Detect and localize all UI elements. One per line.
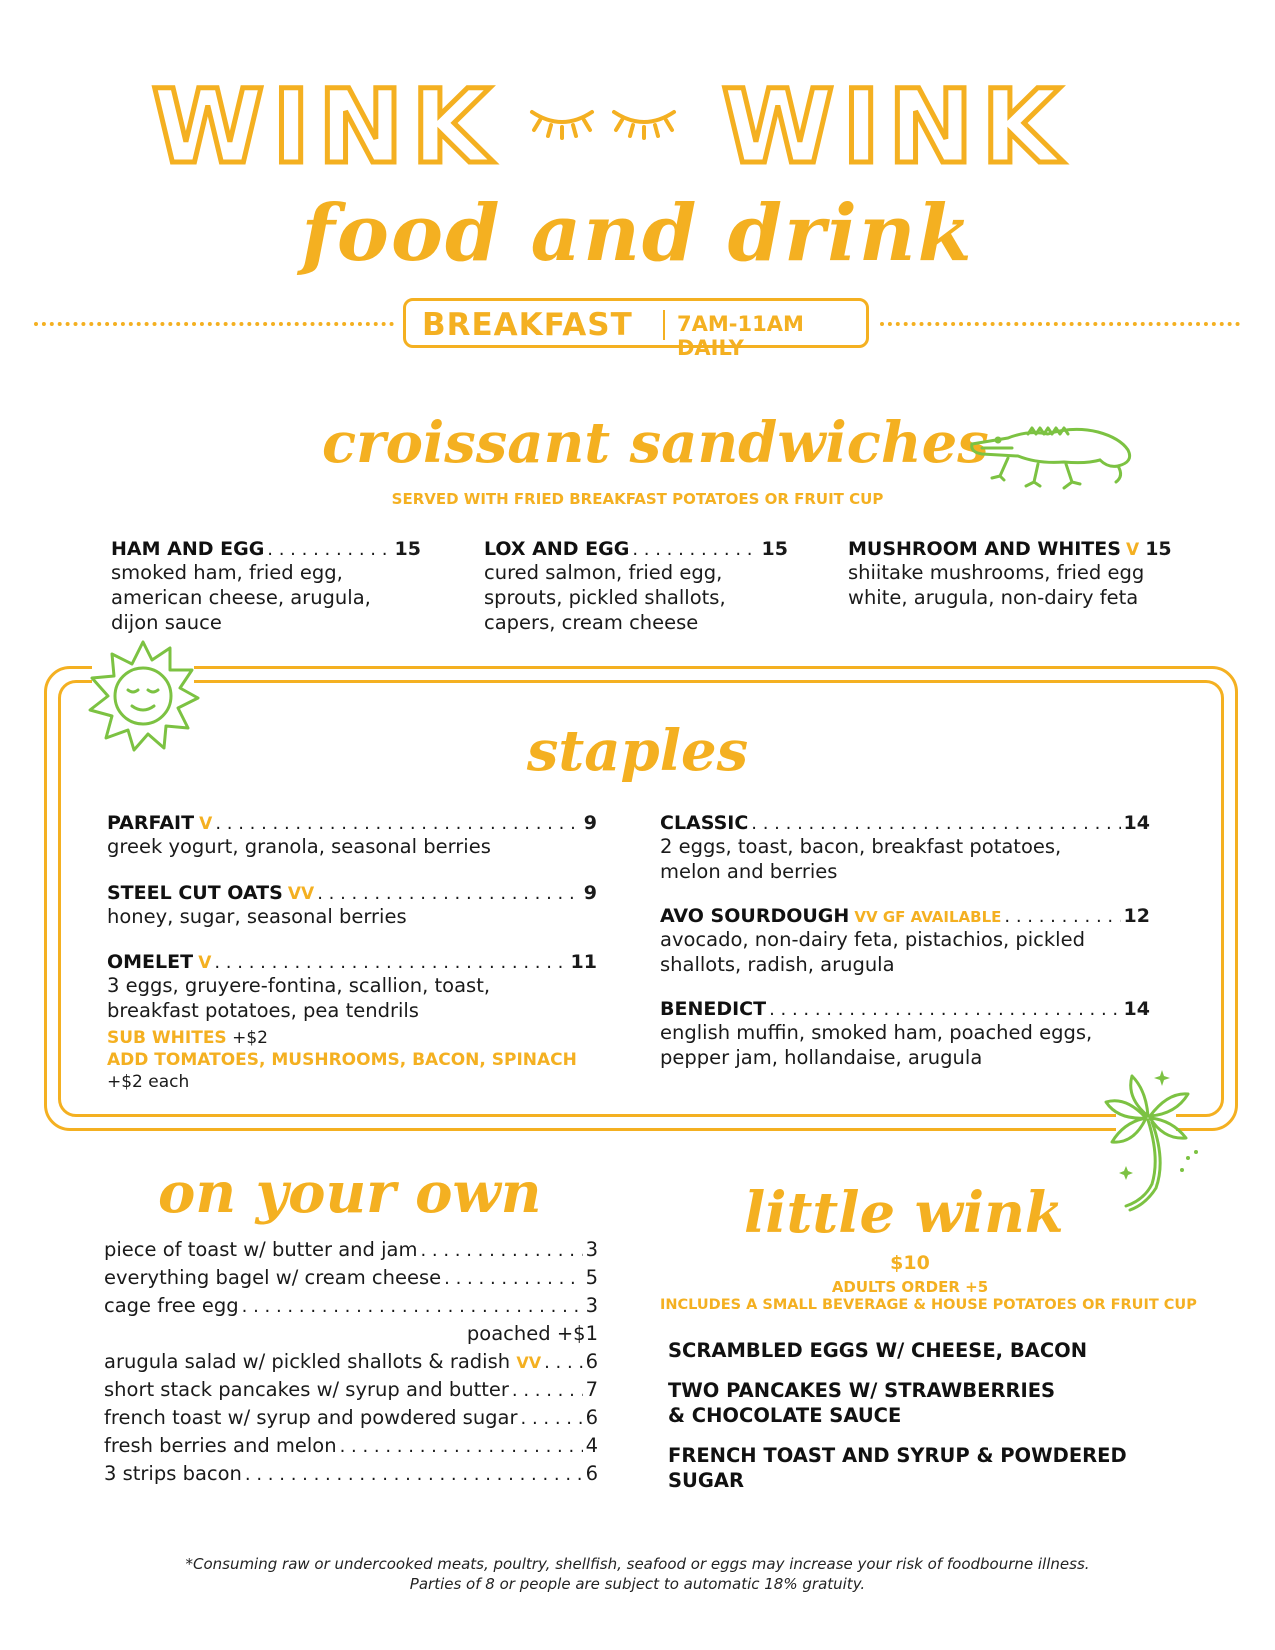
logo-word-left: WINK — [151, 70, 499, 180]
dietary-tag: VV — [516, 1353, 542, 1372]
leader-dots — [512, 1380, 583, 1401]
list-item — [104, 1434, 598, 1462]
croissant-title: croissant sandwiches — [322, 410, 989, 476]
list-item — [104, 1378, 598, 1406]
item-name: HAM AND EGG — [111, 538, 265, 560]
item-name: piece of toast w/ butter and jam — [104, 1238, 418, 1261]
logo — [0, 70, 1275, 180]
item-price: 7 — [585, 1378, 598, 1401]
item-name: fresh berries and melon — [104, 1434, 337, 1457]
item-price: 14 — [1123, 998, 1150, 1020]
croissant-item — [848, 538, 1172, 610]
on-your-own-title: on your own — [158, 1160, 542, 1226]
item-name: 3 strips bacon — [104, 1462, 242, 1485]
leader-dots — [420, 1240, 582, 1261]
item-price: 3 — [585, 1294, 598, 1317]
egg-note: poached +$1 — [466, 1322, 598, 1345]
leader-dots — [632, 539, 758, 560]
item-price: 3 — [585, 1238, 598, 1261]
dietary-tag: VV GF AVAILABLE — [854, 908, 1002, 926]
leader-dots — [215, 813, 580, 834]
leader-dots — [245, 1464, 583, 1485]
item-name: CLASSIC — [660, 812, 749, 834]
kids-item: SCRAMBLED EGGS W/ CHEESE, BACON — [668, 1339, 1088, 1362]
item-price: 14 — [1123, 812, 1150, 834]
staples-item — [107, 882, 597, 929]
dietary-tag: V — [1126, 540, 1140, 560]
divider-right — [880, 322, 1240, 326]
on-your-own-list — [104, 1238, 598, 1490]
item-desc: greek yogurt, granola, seasonal berries — [107, 835, 491, 858]
item-price: 9 — [583, 882, 597, 904]
item-desc: cured salmon, fried egg, sprouts, pickled shallots, capers, cream cheese — [484, 561, 726, 634]
item-name: french toast w/ syrup and powdered sugar — [104, 1406, 518, 1429]
leader-dots — [1004, 906, 1120, 927]
item-name: arugula salad w/ pickled shallots & radish — [104, 1350, 511, 1373]
alligator-icon — [968, 420, 1138, 498]
item-name: AVO SOURDOUGH — [660, 905, 850, 927]
leader-dots — [317, 883, 581, 904]
leader-dots — [340, 1436, 583, 1457]
item-price: 15 — [1145, 538, 1172, 560]
item-name: short stack pancakes w/ syrup and butter — [104, 1378, 509, 1401]
addon-price: +$2 each — [107, 1072, 190, 1092]
item-price: 12 — [1123, 905, 1150, 927]
list-item — [104, 1462, 598, 1490]
staples-item — [107, 951, 597, 1093]
leader-dots — [214, 952, 567, 973]
item-price: 15 — [394, 538, 421, 560]
item-price: 15 — [761, 538, 788, 560]
list-item — [104, 1294, 598, 1322]
item-desc: english muffin, smoked ham, poached eggs, pepper jam, hollandaise, arugula — [660, 1021, 1093, 1069]
item-price: 9 — [583, 812, 597, 834]
addon-line — [107, 1027, 597, 1049]
item-name: BENEDICT — [660, 998, 767, 1020]
staples-title: staples — [526, 718, 749, 784]
list-item — [104, 1238, 598, 1266]
addon-line — [107, 1049, 597, 1093]
leader-dots — [751, 813, 1120, 834]
staples-item — [660, 812, 1150, 884]
leader-dots — [444, 1268, 582, 1289]
item-price: 6 — [585, 1462, 598, 1485]
pill-divider — [663, 310, 665, 340]
item-desc: avocado, non-dairy feta, pistachios, pickled shallots, radish, arugula — [660, 928, 1085, 976]
meal-badge — [403, 298, 869, 360]
addon-price: +$2 — [232, 1028, 268, 1048]
leader-dots — [521, 1408, 583, 1429]
item-desc: 2 eggs, toast, bacon, breakfast potatoes, melon and berries — [660, 835, 1062, 883]
dietary-tag: V — [199, 814, 213, 834]
item-desc: honey, sugar, seasonal berries — [107, 905, 407, 928]
staples-item — [660, 998, 1150, 1070]
croissant-item — [111, 538, 421, 635]
croissant-item — [484, 538, 788, 635]
kids-item: FRENCH TOAST AND SYRUP & POWDERED SUGAR — [668, 1444, 1127, 1492]
leader-dots — [544, 1352, 582, 1373]
list-item — [104, 1266, 598, 1294]
item-name: cage free egg — [104, 1294, 239, 1317]
addon-label: SUB WHITES — [107, 1028, 227, 1048]
allergy-disclaimer: *Consuming raw or undercooked meats, poultry, shellfish, seafood or eggs may increase your risk of foodbourne illness. — [185, 1555, 1090, 1573]
kids-item: TWO PANCAKES W/ STRAWBERRIES & CHOCOLATE SAUCE — [668, 1379, 1056, 1427]
tagline: food and drink — [301, 188, 974, 279]
closed-eye-icon — [532, 112, 592, 138]
item-name: LOX AND EGG — [484, 538, 630, 560]
little-wink-title: little wink — [744, 1180, 1064, 1246]
palm-tree-icon — [1096, 1062, 1206, 1212]
list-item — [104, 1406, 598, 1434]
item-name: OMELET — [107, 951, 194, 973]
croissant-subtitle: SERVED WITH FRIED BREAKFAST POTATOES OR FRUIT CUP — [391, 490, 884, 508]
item-name: MUSHROOM AND WHITES — [848, 538, 1121, 560]
item-desc: shiitake mushrooms, fried egg white, arugula, non-dairy feta — [848, 561, 1145, 609]
item-price: 11 — [570, 951, 597, 973]
staples-item — [660, 905, 1150, 977]
item-desc: smoked ham, fried egg, american cheese, arugula, dijon sauce — [111, 561, 371, 634]
closed-eye-icon — [614, 112, 674, 138]
dietary-tag: V — [198, 953, 212, 973]
item-price: 6 — [585, 1350, 598, 1373]
item-price: 5 — [585, 1266, 598, 1289]
little-wink-adults: ADULTS ORDER +5 — [831, 1278, 989, 1296]
dietary-tag: VV — [287, 884, 315, 904]
item-price: 6 — [585, 1406, 598, 1429]
divider-left — [34, 322, 394, 326]
item-price: 4 — [585, 1434, 598, 1457]
gratuity-note: Parties of 8 or people are subject to automatic 18% gratuity. — [409, 1575, 866, 1593]
leader-dots — [769, 999, 1120, 1020]
item-name: PARFAIT — [107, 812, 195, 834]
little-wink-price: $10 — [890, 1252, 930, 1274]
logo-word-right: WINK — [721, 70, 1069, 180]
staples-item — [107, 812, 597, 859]
leader-dots — [242, 1296, 583, 1317]
item-name: everything bagel w/ cream cheese — [104, 1266, 442, 1289]
item-name: STEEL CUT OATS — [107, 882, 283, 904]
addon-label: ADD TOMATOES, MUSHROOMS, BACON, SPINACH — [107, 1050, 577, 1070]
little-wink-includes: INCLUDES A SMALL BEVERAGE & HOUSE POTATOES OR FRUIT CUP — [660, 1297, 1197, 1313]
list-item — [104, 1350, 598, 1378]
item-desc: 3 eggs, gruyere-fontina, scallion, toast, breakfast potatoes, pea tendrils — [107, 974, 491, 1022]
leader-dots — [267, 539, 391, 560]
meal-hours: 7AM-11AM DAILY — [677, 312, 804, 360]
meal-label: BREAKFAST — [422, 307, 633, 343]
